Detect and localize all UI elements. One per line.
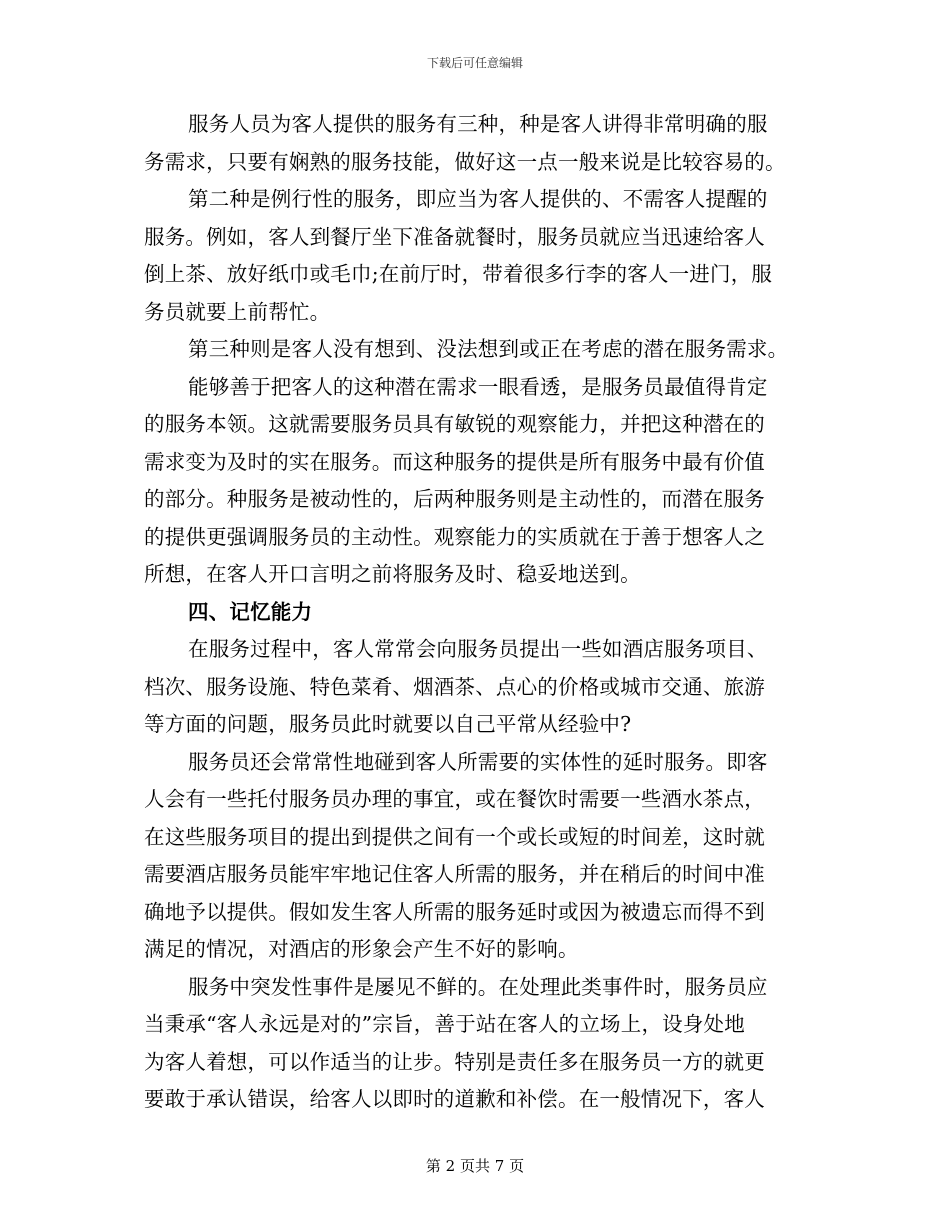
text-line: 倒上茶、放好纸巾或毛巾;在前厅时，带着很多行李的客人一进门，服 xyxy=(144,262,773,286)
text-line: 要敢于承认错误，给客人以即时的道歉和补偿。在一般情况下，客人 xyxy=(144,1087,765,1111)
text-line: 所想，在客人开口言明之前将服务及时、稳妥地送到。 xyxy=(144,562,641,586)
text-line: 第二种是例行性的服务，即应当为客人提供的、不需客人提醒的 xyxy=(188,187,768,211)
text-line: 在这些服务项目的提出到提供之间有一个或长或短的时间差，这时就 xyxy=(144,824,765,849)
text-line: 等方面的问题，服务员此时就要以自己平常从经验中? xyxy=(144,712,632,736)
text-line: 服务员还会常常性地碰到客人所需要的实体性的延时服务。即客 xyxy=(188,749,768,774)
text-line: 需要酒店服务员能牢牢地记住客人所需的服务，并在稍后的时间中准 xyxy=(144,862,765,886)
text-line: 的部分。种服务是被动性的，后两种服务则是主动性的，而潜在服务 xyxy=(144,487,765,511)
text-line: 服务人员为客人提供的服务有三种，种是客人讲得非常明确的服 xyxy=(188,112,768,136)
text-line: 务需求，只要有娴熟的服务技能，做好这一点一般来说是比较容易的。 xyxy=(144,149,786,174)
text-line: 人会有一些托付服务员办理的事宜，或在餐饮时需要一些酒水茶点， xyxy=(144,787,765,811)
text-line: 能够善于把客人的这种潜在需求一眼看透，是服务员最值得肯定 xyxy=(188,374,768,399)
text-line: 服务。例如，客人到餐厅坐下准备就餐时，服务员就应当迅速给客人 xyxy=(144,224,765,249)
text-line: 第三种则是客人没有想到、没法想到或正在考虑的潜在服务需求。 xyxy=(188,337,789,361)
text-line: 的提供更强调服务员的主动性。观察能力的实质就在于善于想客人之 xyxy=(144,524,765,549)
document-body xyxy=(144,106,800,1119)
text-line: 满足的情况，对酒店的形象会产生不好的影响。 xyxy=(144,937,579,961)
text-line: 为客人着想，可以作适当的让步。特别是责任多在服务员一方的就更 xyxy=(144,1049,765,1074)
page-header: 下载后可任意编辑 xyxy=(426,56,523,70)
text-line: 在服务过程中，客人常常会向服务员提出一些如酒店服务项目、 xyxy=(188,637,768,661)
text-line: 档次、服务设施、特色菜肴、烟酒茶、点心的价格或城市交通、旅游 xyxy=(144,674,765,699)
text-line: 需求变为及时的实在服务。而这种服务的提供是所有服务中最有价值 xyxy=(144,449,765,474)
text-line: 务员就要上前帮忙。 xyxy=(144,299,331,324)
text-line: 当秉承“客人永远是对的”宗旨，善于站在客人的立场上，设身处地 xyxy=(144,1012,745,1036)
page-footer: 第 2 页共 7 页 xyxy=(425,1157,525,1175)
section-heading: 四、记忆能力 xyxy=(188,599,313,624)
text-line: 服务中突发性事件是屡见不鲜的。在处理此类事件时，服务员应 xyxy=(188,974,768,999)
text-line: 确地予以提供。假如发生客人所需的服务延时或因为被遗忘而得不到 xyxy=(144,899,765,924)
text-line: 的服务本领。这就需要服务员具有敏锐的观察能力，并把这种潜在的 xyxy=(144,412,765,436)
